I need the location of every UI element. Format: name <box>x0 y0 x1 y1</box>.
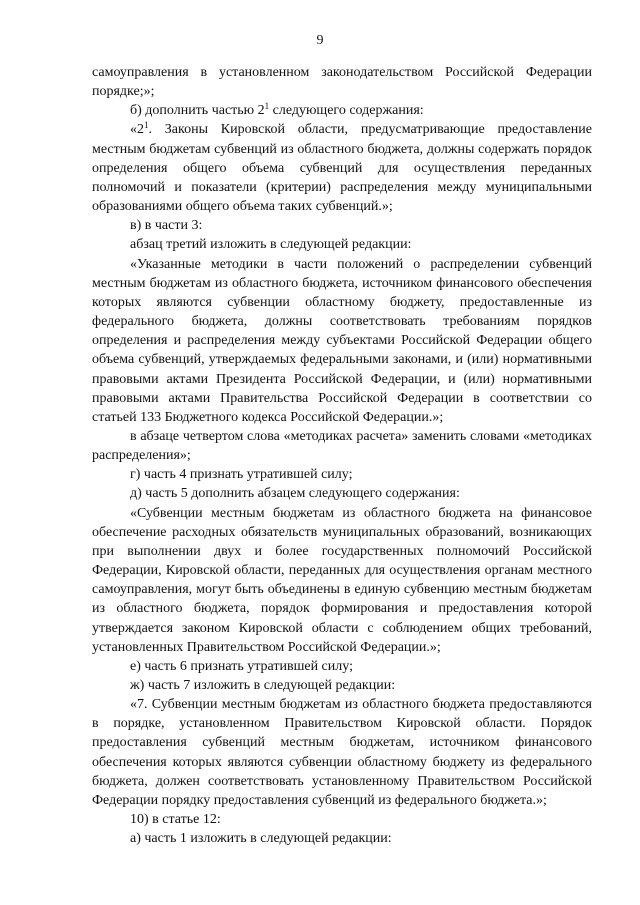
document-body <box>92 63 592 848</box>
paragraph: в) в части 3: <box>130 218 203 234</box>
paragraph: 10) в статье 12: <box>130 812 221 828</box>
paragraph <box>92 120 592 216</box>
paragraph: «Субвенции местным бюджетам из областного бюджета на финансовое обеспечение расходных обязательств муниципальных образований, возникающих при выполнении двух и более государственных полномочий Российской Федерации, Кировской области, переданных для осуществления органам местного самоуправления, могут быть объединены в единую субвенцию местным бюджетам из областного бюджета, порядок формирования и предоставления которой утверждается законом Кировской области с соблюдением общих требований, установленных Правительством Российской Федерации.»; <box>92 505 592 655</box>
paragraph: г) часть 4 признать утратившей силу; <box>130 467 353 483</box>
paragraph: «Указанные методики в части положений о распределении субвенций местным бюджетам из областного бюджета, источником финансового обеспечения которых являются субвенции областному бюджету, предоставленные из федерального бюджета, должны соответствовать требованиям порядков определения и распределения между субъектами Российской Федерации общего объема субвенций, утверждаемых федеральными законами, и (или) нормативными правовыми актами Президента Российской Федерации, и (или) нормативными правовыми актами Правительства Российской Федерации в соответствии со статьей 133 Бюджетного кодекса Российской Федерации.»; <box>92 256 592 425</box>
paragraph: «7. Субвенции местным бюджетам из областного бюджета предоставляются в порядке, установленном Правительством Кировской области. Порядок предоставления субвенций местным бюджетам, источником финансового обеспечения которых являются субвенции областному бюджету из федерального бюджета, должен соответствовать установленному Правительством Российской Федерации порядку предоставления субвенций из федерального бюджета.»; <box>92 697 592 808</box>
paragraph: самоуправления в установленном законодательством Российской Федерации порядке;»; <box>92 65 592 100</box>
paragraph: в абзаце четвертом слова «методиках расчета» заменить словами «методиках распределения»; <box>92 428 592 464</box>
paragraph: е) часть 6 признать утратившей силу; <box>130 658 353 674</box>
page-number: 9 <box>316 33 324 48</box>
paragraph: а) часть 1 изложить в следующей редакции: <box>130 831 392 847</box>
superscript: 1 <box>144 120 149 131</box>
paragraph-text: следующего содержания: <box>269 103 424 119</box>
paragraph <box>92 101 592 120</box>
paragraph: д) часть 5 дополнить абзацем следующего содержания: <box>130 486 460 502</box>
paragraph: абзац третий изложить в следующей редакции: <box>130 237 412 253</box>
paragraph-text: . Законы Кировской области, предусматривающие предоставление местным бюджетам субвенций из областного бюджета, должны содержать порядок определения общего объема субвенций для осуществления переданных полномочий и показатели (критерии) распределения между муниципальными образованиями общего объема таких субвенций.»; <box>92 122 592 215</box>
paragraph-text: б) дополнить частью 2 <box>130 103 265 119</box>
superscript: 1 <box>264 101 270 112</box>
paragraph: ж) часть 7 изложить в следующей редакции: <box>130 678 396 693</box>
paragraph-text: «2 <box>130 122 144 138</box>
